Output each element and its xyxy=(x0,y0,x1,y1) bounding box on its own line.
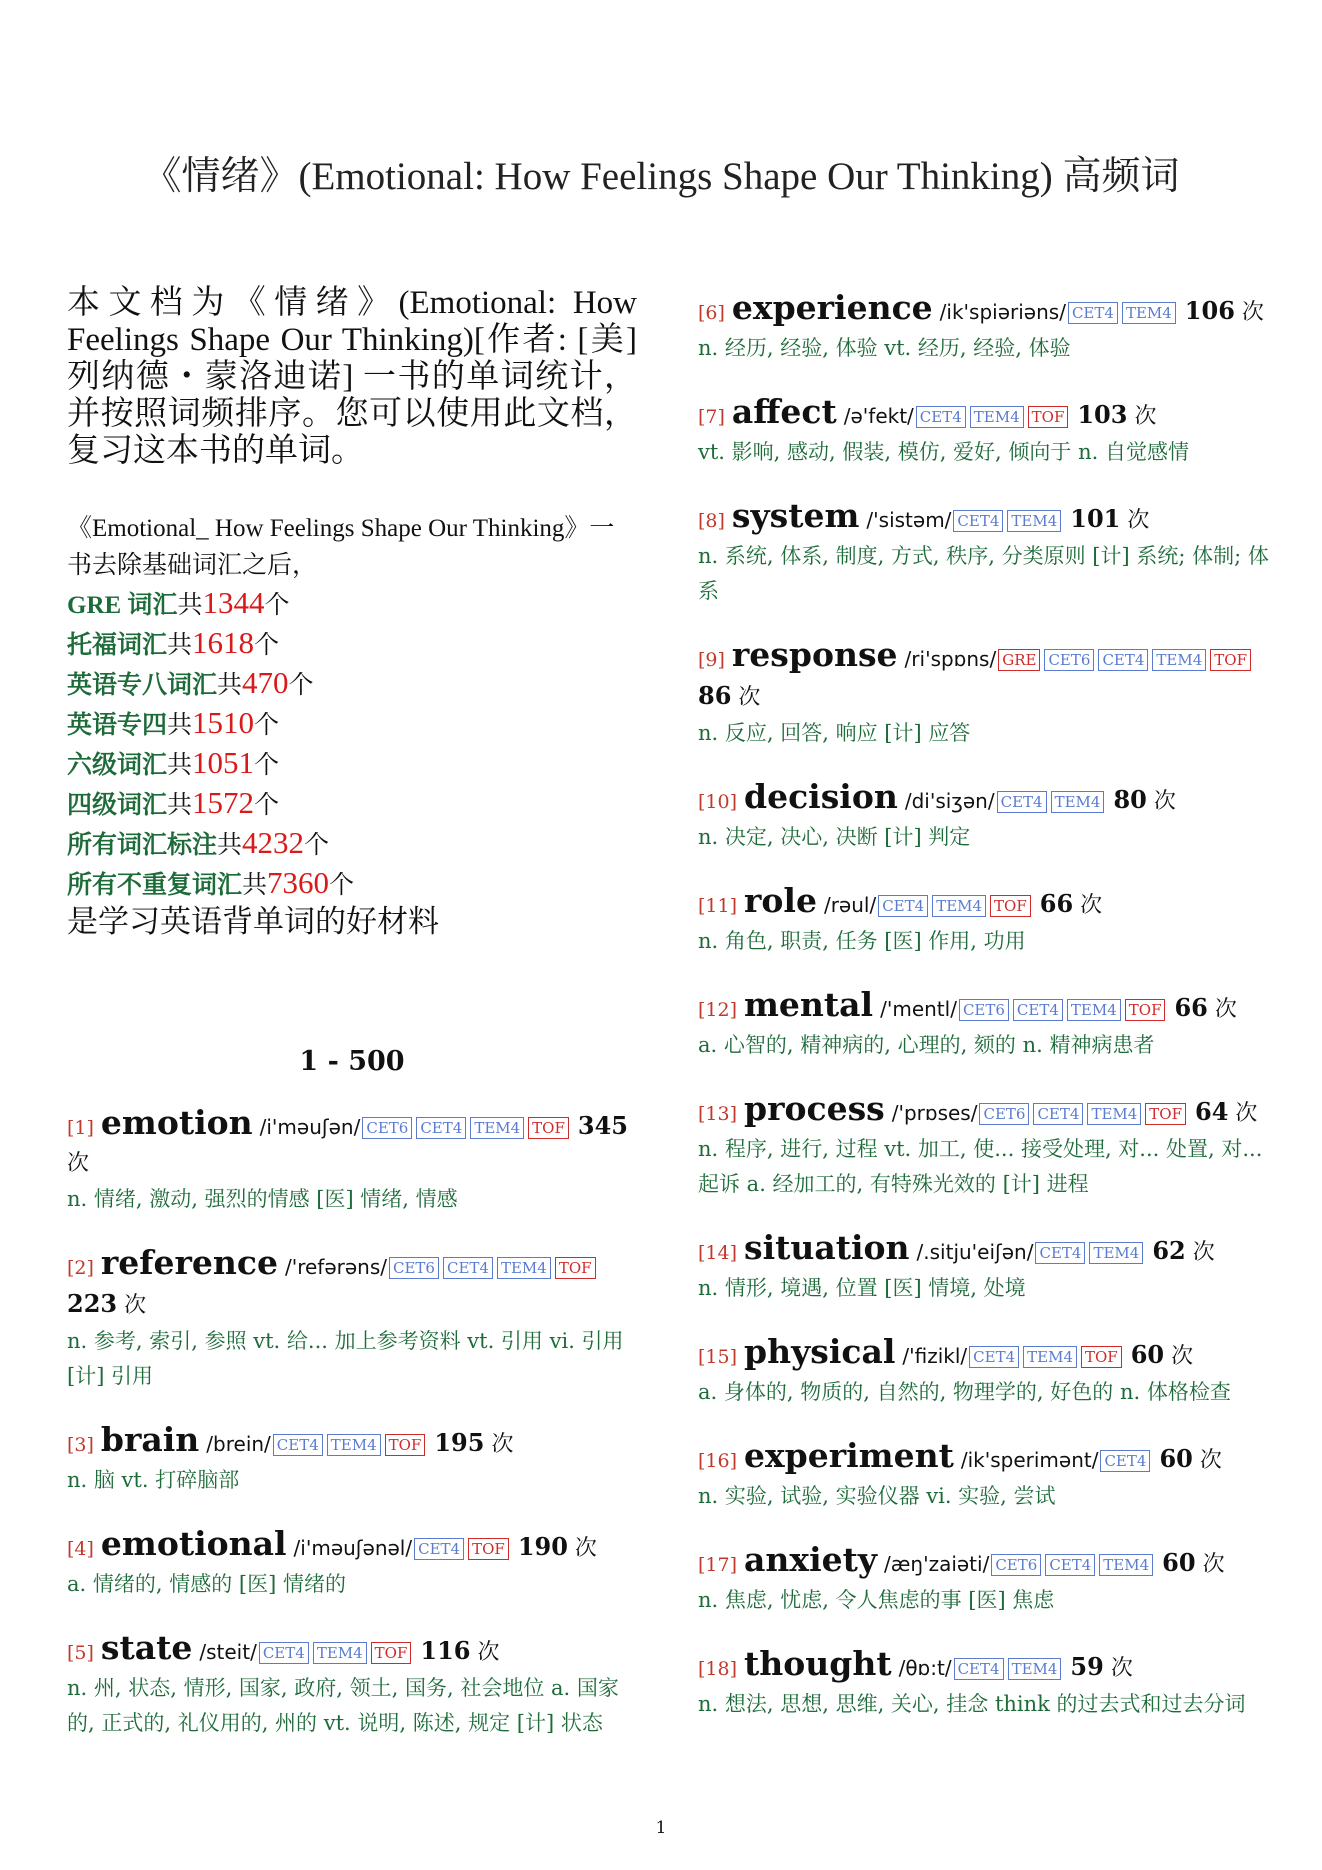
stats-list xyxy=(67,584,637,904)
stat-count: 4232 xyxy=(242,825,305,860)
level-tag: CET4 xyxy=(997,791,1047,813)
entry-rank: [4] xyxy=(67,1538,94,1560)
stats-closing: 是学习英语背单词的好材料 xyxy=(67,904,439,939)
entry-word: reference xyxy=(100,1243,278,1282)
level-tag: GRE xyxy=(998,649,1040,671)
count-unit: 次 xyxy=(1202,1552,1225,1577)
level-tag: TOF xyxy=(1028,406,1069,428)
stat-count: 1051 xyxy=(192,745,255,780)
level-tag: TEM4 xyxy=(327,1434,381,1456)
entry-definition: a. 心智的, 精神病的, 心理的, 颏的 n. 精神病患者 xyxy=(698,1033,1155,1057)
count-unit: 次 xyxy=(1134,404,1157,429)
entry-head xyxy=(698,498,1273,539)
word-entry xyxy=(698,290,1273,366)
entry-definition: n. 程序, 进行, 过程 vt. 加工, 使... 接受处理, 对... 处置, 对... 起诉 a. 经加工的, 有特殊光效的 [计] 进程 xyxy=(698,1137,1263,1196)
count-unit: 次 xyxy=(1199,1448,1222,1473)
entry-phonetic: /ri'spɒns/ xyxy=(904,647,997,671)
level-tag: TOF xyxy=(385,1434,426,1456)
count-unit: 次 xyxy=(124,1293,147,1318)
level-tag: TEM4 xyxy=(970,406,1024,428)
entry-count: 195 xyxy=(434,1428,485,1457)
entry-rank: [14] xyxy=(698,1242,738,1264)
entry-count: 80 xyxy=(1113,785,1147,814)
entry-definition: n. 反应, 回答, 响应 [计] 应答 xyxy=(698,721,971,745)
entry-word: state xyxy=(100,1628,193,1667)
level-tag: CET6 xyxy=(389,1257,439,1279)
level-tag: CET6 xyxy=(991,1554,1041,1576)
word-entry xyxy=(698,1542,1273,1618)
entry-head xyxy=(698,637,1273,716)
entry-word: process xyxy=(744,1089,885,1128)
word-entry xyxy=(67,1245,637,1394)
entry-rank: [15] xyxy=(698,1346,738,1368)
stat-label: GRE 词汇 xyxy=(67,592,178,619)
level-tag: CET4 xyxy=(969,1346,1019,1368)
stat-line xyxy=(67,824,637,864)
count-unit: 次 xyxy=(1235,1101,1258,1126)
entries-left xyxy=(67,1105,637,1741)
level-tag: CET4 xyxy=(273,1434,323,1456)
left-column xyxy=(67,285,637,1769)
entry-phonetic: /'fizikl/ xyxy=(902,1344,968,1368)
entry-phonetic: /steit/ xyxy=(199,1640,257,1664)
intro-paragraph: 本文档为《情绪》(Emotional: How Feelings Shape Our Thinking)[作者: [美] 列纳德・蒙洛迪诺] 一书的单词统计，并按照词频排序。您可以使用此文档，复习这本书的单词。 xyxy=(67,285,637,469)
entry-head xyxy=(67,1422,637,1463)
entry-word: situation xyxy=(744,1228,910,1267)
entry-word: decision xyxy=(744,777,898,816)
entry-definition: n. 州, 状态, 情形, 国家, 政府, 领土, 国务, 社会地位 a. 国家的, 正式的, 礼仪用的, 州的 vt. 说明, 陈述, 规定 [计] 状态 xyxy=(67,1676,619,1735)
entry-definition: n. 脑 vt. 打碎脑部 xyxy=(67,1468,240,1492)
word-entry xyxy=(698,883,1273,959)
entry-rank: [18] xyxy=(698,1658,738,1680)
entry-head xyxy=(698,1230,1273,1271)
level-tag: CET4 xyxy=(1013,999,1063,1021)
stat-count: 7360 xyxy=(267,865,330,900)
count-unit: 次 xyxy=(1153,789,1176,814)
entry-count: 190 xyxy=(517,1532,568,1561)
stat-count: 1572 xyxy=(192,785,255,820)
count-unit: 次 xyxy=(1241,300,1264,325)
entry-phonetic: /brein/ xyxy=(206,1432,271,1456)
entry-head xyxy=(698,290,1273,331)
stat-label: 托福词汇 xyxy=(67,632,168,659)
stat-line xyxy=(67,784,637,824)
stat-count: 1618 xyxy=(192,625,255,660)
entry-definition: n. 情绪, 激动, 强烈的情感 [医] 情绪, 情感 xyxy=(67,1187,458,1211)
entry-rank: [1] xyxy=(67,1117,94,1139)
entry-head xyxy=(67,1245,637,1324)
entry-word: mental xyxy=(744,985,874,1024)
word-entry xyxy=(67,1630,637,1741)
entry-word: experiment xyxy=(744,1436,954,1475)
entry-phonetic: /æŋ'zaiəti/ xyxy=(884,1552,990,1576)
stat-unit: 个 xyxy=(288,672,314,699)
entry-phonetic: /'mentl/ xyxy=(880,997,957,1021)
entry-definition: n. 情形, 境遇, 位置 [医] 情境, 处境 xyxy=(698,1276,1026,1300)
word-entry xyxy=(698,779,1273,855)
level-tag: TEM4 xyxy=(1067,999,1121,1021)
entry-head xyxy=(698,987,1273,1028)
word-entry xyxy=(698,637,1273,751)
stat-line xyxy=(67,704,637,744)
level-tag: CET6 xyxy=(979,1103,1029,1125)
level-tag: CET4 xyxy=(1100,1450,1150,1472)
level-tag: TOF xyxy=(990,895,1031,917)
entry-head xyxy=(698,1542,1273,1583)
entry-rank: [3] xyxy=(67,1434,94,1456)
entry-definition: a. 身体的, 物质的, 自然的, 物理学的, 好色的 n. 体格检查 xyxy=(698,1380,1231,1404)
entry-count: 116 xyxy=(420,1636,471,1665)
entry-head xyxy=(698,1438,1273,1479)
level-tag: CET4 xyxy=(1045,1554,1095,1576)
entry-head xyxy=(67,1526,637,1567)
stat-mid: 共 xyxy=(167,712,193,739)
entry-phonetic: /i'məuʃənəl/ xyxy=(293,1536,413,1560)
stat-mid: 共 xyxy=(242,872,268,899)
stat-mid: 共 xyxy=(167,632,193,659)
entry-head xyxy=(698,1334,1273,1375)
entry-phonetic: /θɒ:t/ xyxy=(898,1656,952,1680)
entry-definition: n. 决定, 决心, 决断 [计] 判定 xyxy=(698,825,971,849)
stat-mid: 共 xyxy=(167,752,193,779)
stat-line xyxy=(67,624,637,664)
entry-phonetic: /'sistəm/ xyxy=(866,508,952,532)
entry-rank: [16] xyxy=(698,1450,738,1472)
word-entry xyxy=(698,987,1273,1063)
entry-rank: [7] xyxy=(698,406,725,428)
level-tag: TEM4 xyxy=(1122,302,1176,324)
entry-count: 103 xyxy=(1077,400,1128,429)
entry-word: emotional xyxy=(100,1524,287,1563)
entry-rank: [6] xyxy=(698,302,725,324)
entry-word: brain xyxy=(100,1420,200,1459)
entry-definition: n. 系统, 体系, 制度, 方式, 秩序, 分类原则 [计] 系统; 体制; 体系 xyxy=(698,544,1269,603)
entry-count: 345 xyxy=(577,1111,628,1140)
level-tag: TEM4 xyxy=(1089,1242,1143,1264)
entry-rank: [9] xyxy=(698,649,725,671)
level-tag: CET4 xyxy=(953,510,1003,532)
entry-head xyxy=(698,1646,1273,1687)
entry-count: 101 xyxy=(1070,504,1121,533)
entry-count: 60 xyxy=(1162,1548,1196,1577)
entry-definition: n. 经历, 经验, 体验 vt. 经历, 经验, 体验 xyxy=(698,336,1071,360)
level-tag: CET4 xyxy=(416,1117,466,1139)
word-entry xyxy=(698,1230,1273,1306)
entry-phonetic: /i'məuʃən/ xyxy=(259,1115,361,1139)
entry-head xyxy=(67,1105,637,1182)
count-unit: 次 xyxy=(1192,1240,1215,1265)
level-tag: TOF xyxy=(555,1257,596,1279)
word-entry xyxy=(698,1646,1273,1722)
stat-label: 六级词汇 xyxy=(67,752,168,779)
word-entry xyxy=(67,1105,637,1217)
level-tag: CET6 xyxy=(362,1117,412,1139)
count-unit: 次 xyxy=(491,1432,514,1457)
stat-count: 1510 xyxy=(192,705,255,740)
entry-head xyxy=(67,1630,637,1671)
word-entry xyxy=(698,1091,1273,1202)
stat-label: 所有词汇标注 xyxy=(67,832,218,859)
level-tag: TEM4 xyxy=(497,1257,551,1279)
stat-unit: 个 xyxy=(329,872,355,899)
level-tag: CET4 xyxy=(1068,302,1118,324)
word-entry xyxy=(698,498,1273,609)
level-tag: CET4 xyxy=(1035,1242,1085,1264)
entry-definition: n. 实验, 试验, 实验仪器 vi. 实验, 尝试 xyxy=(698,1484,1056,1508)
entry-phonetic: /ik'spiəriəns/ xyxy=(939,300,1066,324)
level-tag: CET4 xyxy=(916,406,966,428)
level-tag: TEM4 xyxy=(932,895,986,917)
count-unit: 次 xyxy=(1110,1656,1133,1681)
level-tag: TEM4 xyxy=(1051,791,1105,813)
entry-word: role xyxy=(744,881,817,920)
stat-unit: 个 xyxy=(254,752,280,779)
count-unit: 次 xyxy=(477,1640,500,1665)
count-unit: 次 xyxy=(738,685,761,710)
stat-label: 四级词汇 xyxy=(67,792,168,819)
level-tag: TEM4 xyxy=(1023,1346,1077,1368)
entry-phonetic: /'refərəns/ xyxy=(284,1255,387,1279)
level-tag: CET4 xyxy=(954,1658,1004,1680)
stat-unit: 个 xyxy=(254,632,280,659)
entry-count: 62 xyxy=(1152,1236,1186,1265)
stat-mid: 共 xyxy=(217,832,243,859)
entry-rank: [2] xyxy=(67,1257,94,1279)
level-tag: CET6 xyxy=(1044,649,1094,671)
entry-count: 60 xyxy=(1130,1340,1165,1369)
entry-definition: vt. 影响, 感动, 假装, 模仿, 爱好, 倾向于 n. 自觉感情 xyxy=(698,440,1189,464)
stats-lead: 《Emotional_ How Feelings Shape Our Thinking》一书去除基础词汇之后， xyxy=(67,515,615,579)
level-tag: CET4 xyxy=(1098,649,1148,671)
stat-unit: 个 xyxy=(254,792,280,819)
stat-unit: 个 xyxy=(264,592,290,619)
entry-rank: [5] xyxy=(67,1642,94,1664)
entry-phonetic: /ə'fekt/ xyxy=(843,404,914,428)
entry-word: physical xyxy=(744,1332,896,1371)
stat-label: 英语专八词汇 xyxy=(67,672,218,699)
page-number: 1 xyxy=(655,1818,667,1838)
entry-count: 59 xyxy=(1070,1652,1104,1681)
stat-unit: 个 xyxy=(254,712,280,739)
level-tag: TOF xyxy=(1145,1103,1186,1125)
count-unit: 次 xyxy=(1127,508,1150,533)
entry-count: 60 xyxy=(1159,1444,1193,1473)
entry-phonetic: /ik'sperimənt/ xyxy=(960,1448,1099,1472)
entry-phonetic: /di'siʒən/ xyxy=(904,789,995,813)
word-entry xyxy=(698,1438,1273,1514)
entry-word: system xyxy=(731,496,860,535)
level-tag: TOF xyxy=(528,1117,569,1139)
entry-word: experience xyxy=(731,288,933,327)
entry-definition: n. 焦虑, 忧虑, 令人焦虑的事 [医] 焦虑 xyxy=(698,1588,1055,1612)
stat-count: 470 xyxy=(242,665,289,700)
range-heading: 1 - 500 xyxy=(299,1046,405,1077)
level-tag: CET4 xyxy=(259,1642,309,1664)
word-entry xyxy=(698,1334,1273,1410)
word-entry xyxy=(698,394,1273,470)
level-tag: CET4 xyxy=(443,1257,493,1279)
entry-rank: [17] xyxy=(698,1554,738,1576)
level-tag: TEM4 xyxy=(1152,649,1206,671)
stat-line xyxy=(67,584,637,624)
count-unit: 次 xyxy=(1080,893,1103,918)
level-tag: TEM4 xyxy=(1099,1554,1153,1576)
entry-word: thought xyxy=(744,1644,892,1683)
entry-phonetic: /rəul/ xyxy=(823,893,877,917)
entry-head xyxy=(698,1091,1273,1132)
entry-rank: [13] xyxy=(698,1103,738,1125)
level-tag: TOF xyxy=(1125,999,1166,1021)
count-unit: 次 xyxy=(1171,1344,1194,1369)
stat-mid: 共 xyxy=(167,792,193,819)
entry-head xyxy=(698,883,1273,924)
entries-right xyxy=(698,290,1273,1750)
count-unit: 次 xyxy=(67,1151,90,1176)
entry-word: affect xyxy=(731,392,837,431)
entry-word: anxiety xyxy=(744,1540,878,1579)
level-tag: TOF xyxy=(371,1642,412,1664)
word-entry xyxy=(67,1526,637,1602)
level-tag: TEM4 xyxy=(1008,1658,1062,1680)
entry-rank: [10] xyxy=(698,791,738,813)
level-tag: CET6 xyxy=(959,999,1009,1021)
entry-phonetic: /'prɒses/ xyxy=(891,1101,978,1125)
stat-unit: 个 xyxy=(304,832,330,859)
level-tag: TEM4 xyxy=(313,1642,367,1664)
level-tag: TEM4 xyxy=(470,1117,524,1139)
stat-mid: 共 xyxy=(177,592,203,619)
entry-phonetic: /.sitju'eiʃən/ xyxy=(916,1240,1034,1264)
entry-definition: n. 参考, 索引, 参照 vt. 给... 加上参考资料 vt. 引用 vi. 引用 [计] 引用 xyxy=(67,1329,624,1388)
entry-count: 64 xyxy=(1195,1097,1229,1126)
level-tag: TOF xyxy=(1081,1346,1122,1368)
level-tag: TEM4 xyxy=(1087,1103,1141,1125)
level-tag: TOF xyxy=(1210,649,1251,671)
entry-definition: a. 情绪的, 情感的 [医] 情绪的 xyxy=(67,1572,346,1596)
entry-count: 106 xyxy=(1184,296,1235,325)
entry-rank: [11] xyxy=(698,895,738,917)
stat-line xyxy=(67,864,637,904)
entry-rank: [8] xyxy=(698,510,725,532)
stat-line xyxy=(67,744,637,784)
level-tag: CET4 xyxy=(1033,1103,1083,1125)
entry-head xyxy=(698,394,1273,435)
page-title: 《情绪》(Emotional: How Feelings Shape Our Thinking) 高频词 xyxy=(142,155,1180,198)
level-tag: CET4 xyxy=(414,1538,464,1560)
stat-label: 所有不重复词汇 xyxy=(67,872,243,899)
entry-word: response xyxy=(731,635,898,674)
level-tag: TOF xyxy=(468,1538,509,1560)
entry-count: 66 xyxy=(1174,993,1208,1022)
level-tag: CET4 xyxy=(878,895,928,917)
count-unit: 次 xyxy=(1214,997,1237,1022)
entry-count: 223 xyxy=(67,1289,118,1318)
stat-mid: 共 xyxy=(217,672,243,699)
entry-rank: [12] xyxy=(698,999,738,1021)
level-tag: TEM4 xyxy=(1007,510,1061,532)
entry-word: emotion xyxy=(100,1103,253,1142)
entry-head xyxy=(698,779,1273,820)
stat-count: 1344 xyxy=(202,585,265,620)
stats-block xyxy=(67,510,637,940)
entry-definition: n. 想法, 思想, 思维, 关心, 挂念 think 的过去式和过去分词 xyxy=(698,1692,1246,1716)
entry-count: 86 xyxy=(698,681,732,710)
count-unit: 次 xyxy=(574,1536,597,1561)
word-entry xyxy=(67,1422,637,1498)
entry-count: 66 xyxy=(1039,889,1074,918)
entry-definition: n. 角色, 职责, 任务 [医] 作用, 功用 xyxy=(698,929,1026,953)
stat-line xyxy=(67,664,637,704)
stat-label: 英语专四 xyxy=(67,712,168,739)
